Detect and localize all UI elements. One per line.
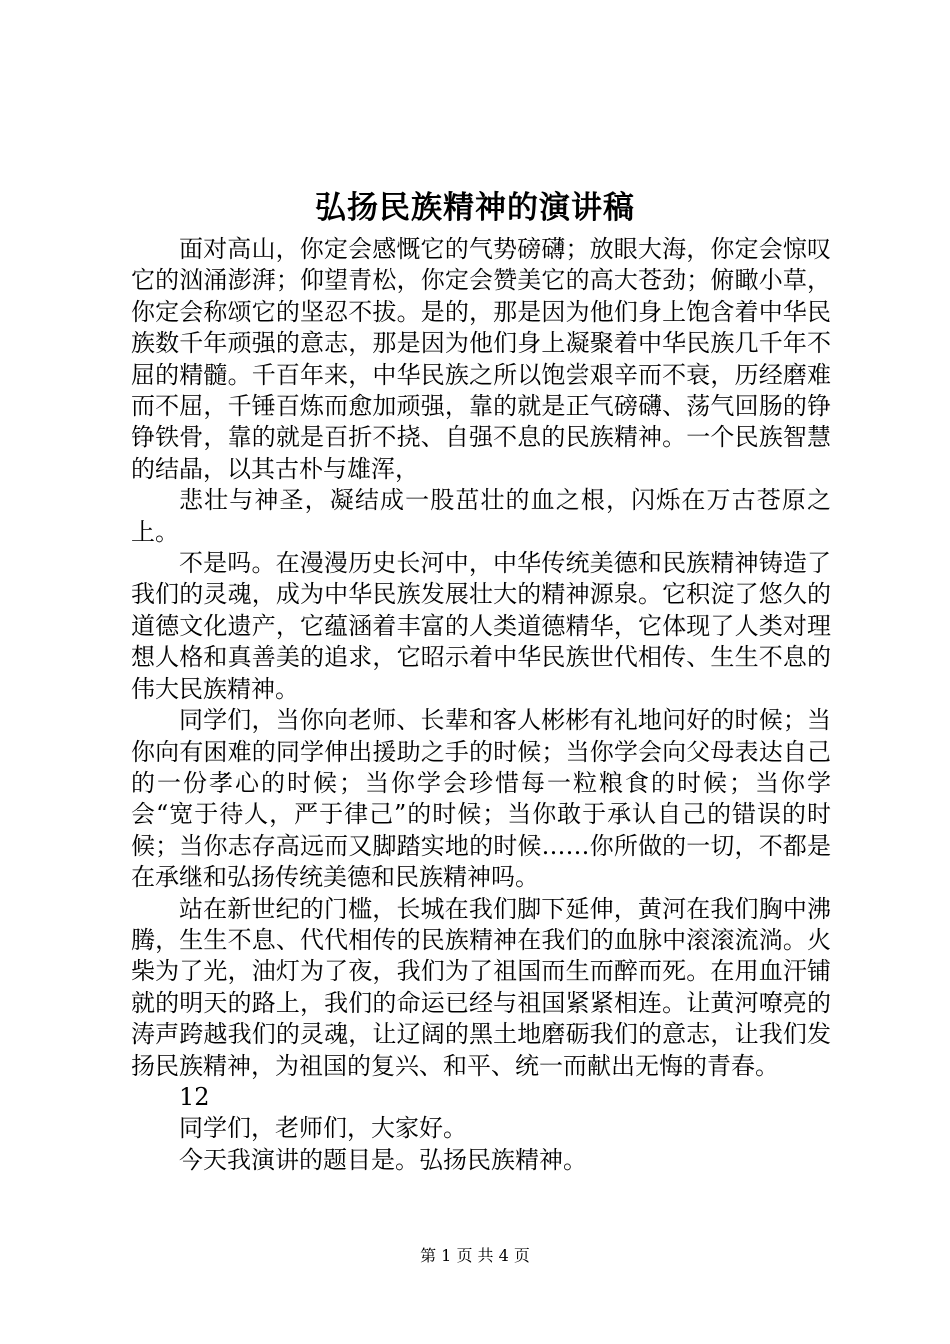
paragraph-5: 站在新世纪的门槛，长城在我们脚下延伸，黄河在我们胸中沸腾，生生不息、代代相传的民族精神在我们的血脉中滚滚流淌。火柴为了光，油灯为了夜，我们为了祖国而生而醉而死。在用血汗铺就的明天的路上，我们的命运已经与祖国紧紧相连。让黄河嘹亮的涛声跨越我们的灵魂，让辽阔的黑土地磨砺我们的意志，让我们发扬民族精神，为祖国的复兴、和平、统一而献出无悔的青春。 (131, 894, 831, 1080)
short-line-greeting: 同学们，老师们，大家好。 (179, 1114, 467, 1143)
paragraph-1: 面对高山，你定会感慨它的气势磅礴；放眼大海，你定会惊叹它的汹涌澎湃；仰望青松，你定会赞美它的高大苍劲；俯瞰小草，你定会称颂它的坚忍不拔。是的，那是因为他们身上饱含着中华民族数千年顽强的意志，那是因为他们身上凝聚着中华民族几千年不屈的精髓。千百年来，中华民族之所以饱尝艰辛而不衰，历经磨难而不屈，千锤百炼而愈加顽强，靠的就是正气磅礴、荡气回肠的铮铮铁骨，靠的就是百折不挠、自强不息的民族精神。一个民族智慧的结晶，以其古朴与雄浑， (131, 235, 831, 483)
page-footer: 第 1 页 共 4 页 (420, 1246, 530, 1265)
paragraph-2: 悲壮与神圣，凝结成一股茁壮的血之根，闪烁在万古苍原之上。 (131, 486, 831, 546)
paragraph-4: 同学们，当你向老师、长辈和客人彬彬有礼地问好的时候；当你向有困难的同学伸出援助之手的时候；当你学会向父母表达自己的一份孝心的时候；当你学会珍惜每一粒粮食的时候；当你学会“宽于待人，严于律己”的时候；当你敢于承认自己的错误的时候；当你志存高远而又脚踏实地的时候……你所做的一切，不都是在承继和弘扬传统美德和民族精神吗。 (131, 706, 831, 892)
document-body (131, 234, 831, 1176)
paragraph-3: 不是吗。在漫漫历史长河中，中华传统美德和民族精神铸造了我们的灵魂，成为中华民族发展壮大的精神源泉。它积淀了悠久的道德文化遗产，它蕴涵着丰富的人类道德精华，它体现了人类对理想人格和真善美的追求，它昭示着中华民族世代相传、生生不息的伟大民族精神。 (131, 549, 831, 703)
document-title: 弘扬民族精神的演讲稿 (315, 190, 635, 226)
short-line-topic: 今天我演讲的题目是。弘扬民族精神。 (179, 1145, 587, 1174)
short-line-number: 12 (179, 1082, 210, 1111)
